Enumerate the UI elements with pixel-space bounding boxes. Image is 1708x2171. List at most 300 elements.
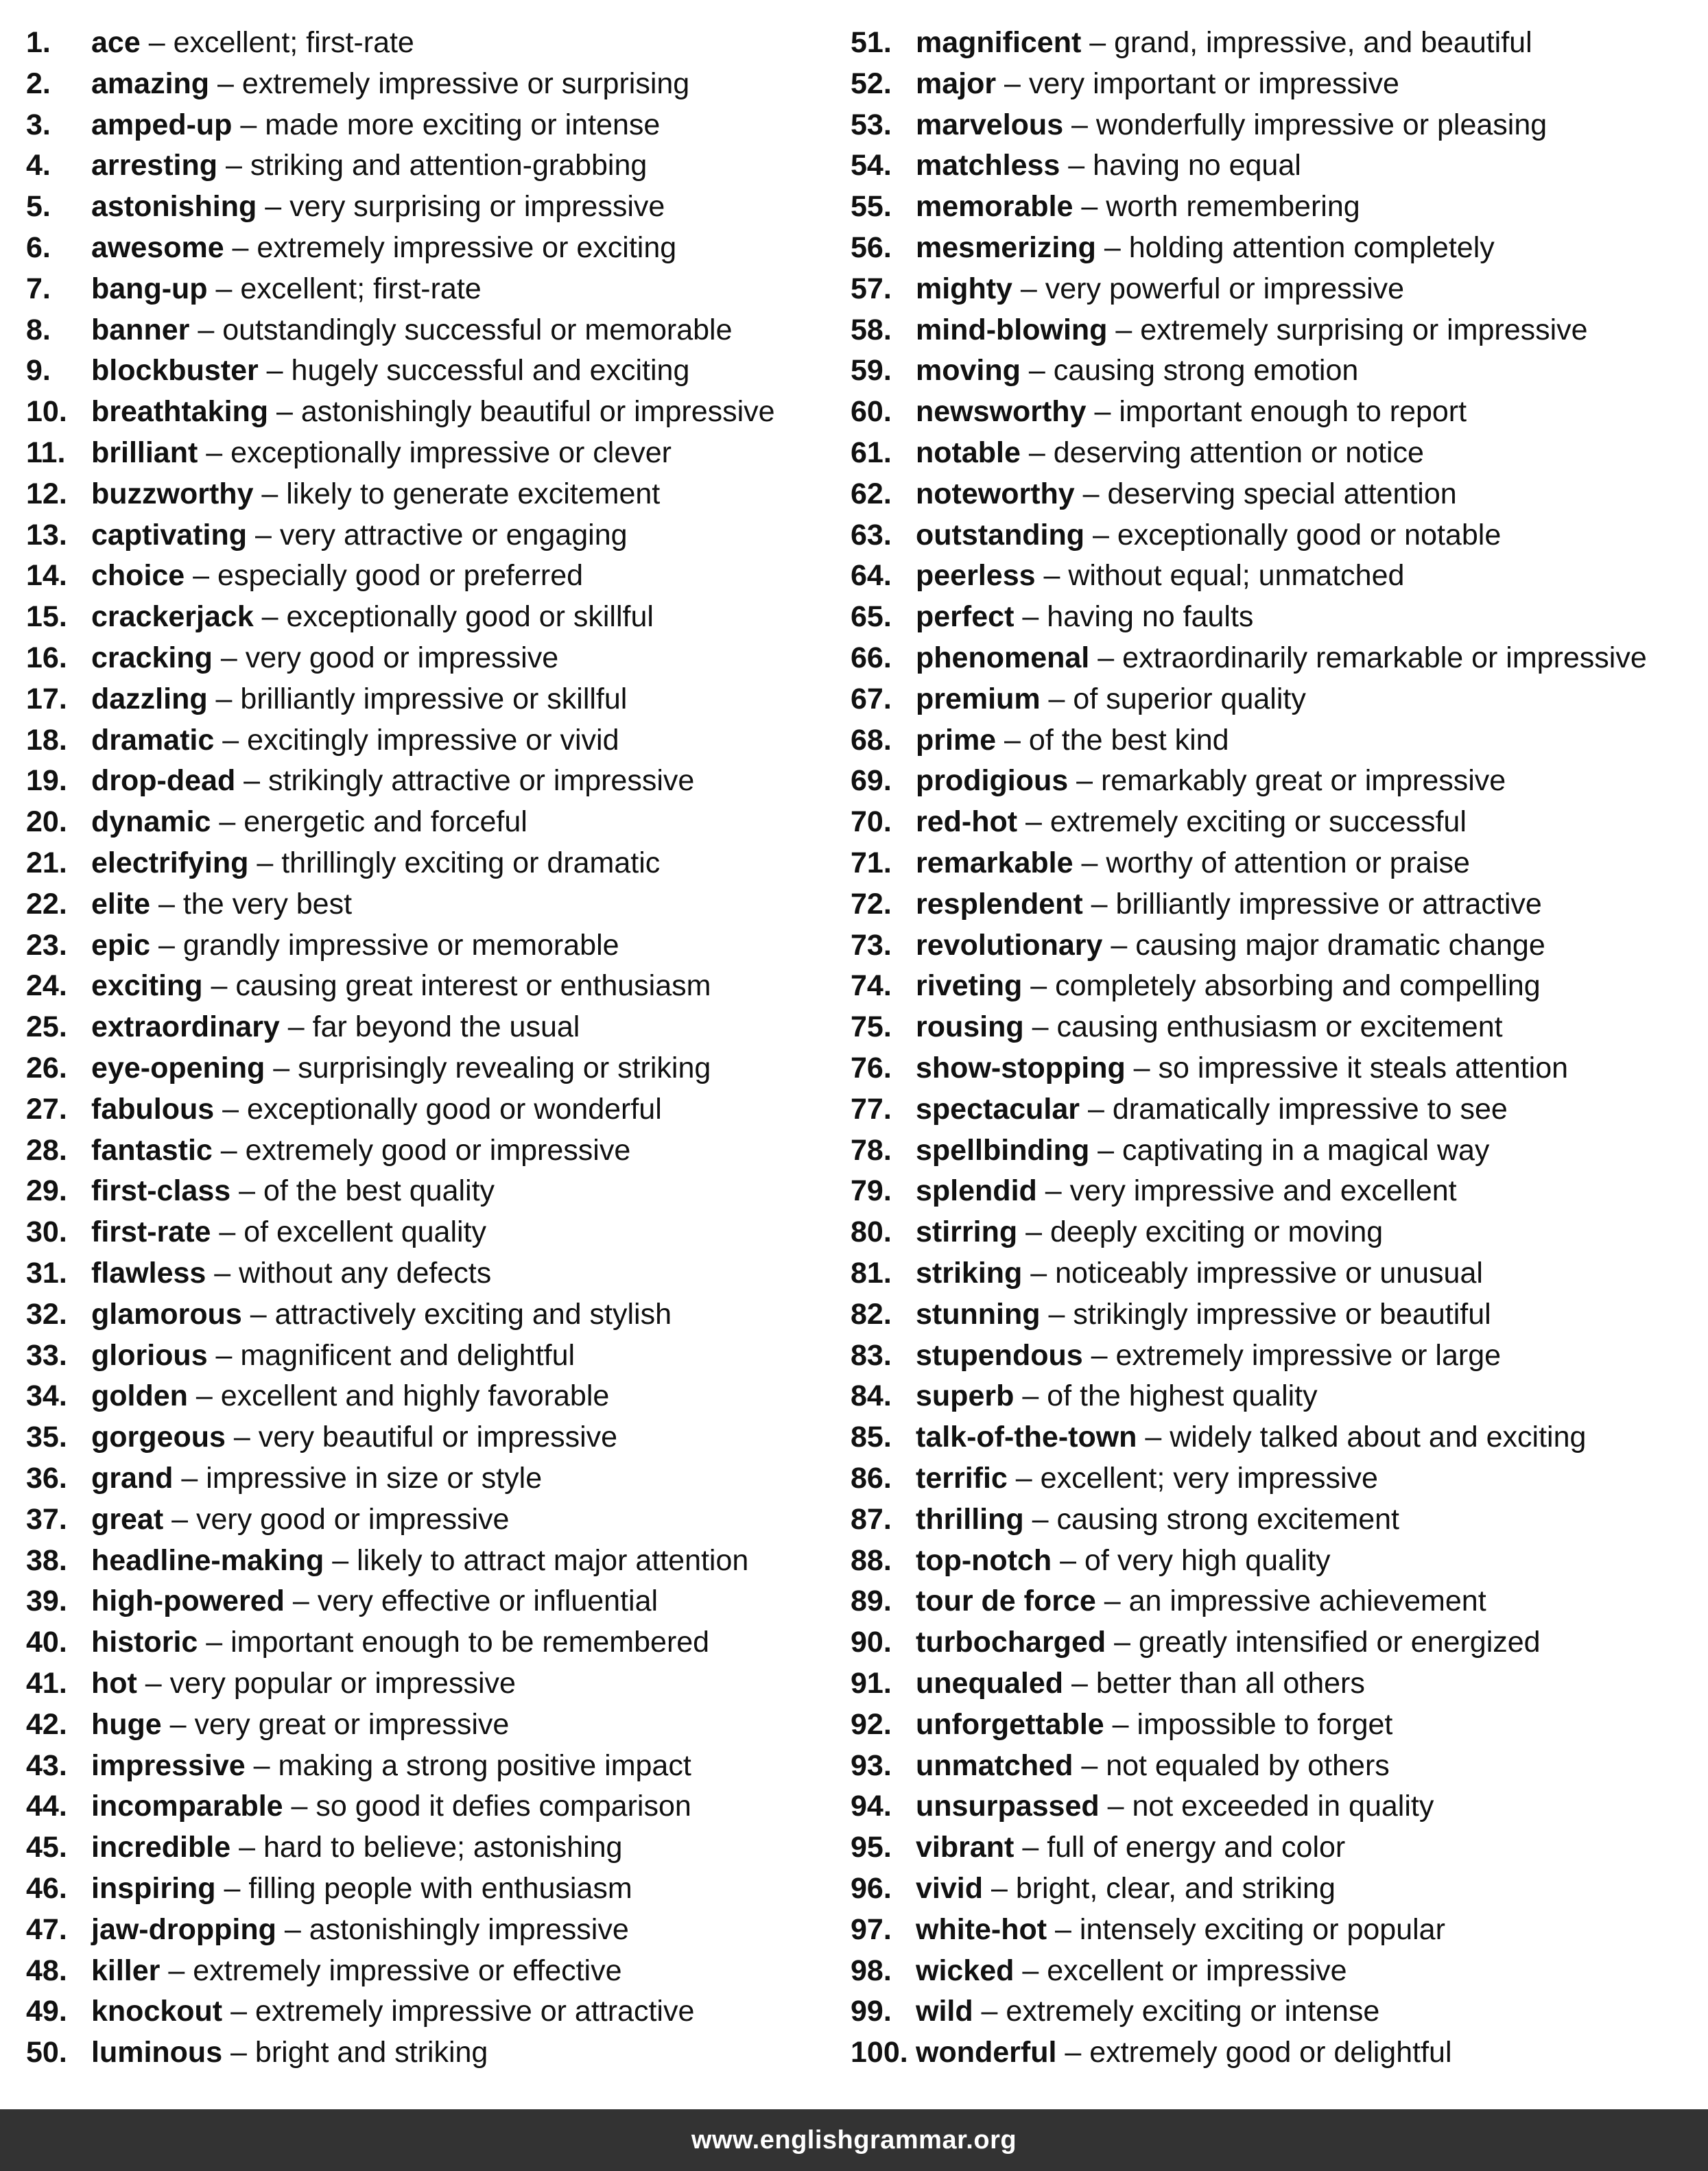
list-item [851,514,1501,556]
list-item [26,145,647,186]
item-definition: the very best [182,887,353,921]
list-item [26,2032,488,2073]
item-definition: exceptionally good or skillful [286,600,654,634]
item-number: 88. [851,1543,892,1577]
item-number: 1. [26,26,51,59]
item-number: 8. [26,313,51,346]
item-word: high-powered [91,1585,285,1618]
item-separator: – [1089,641,1123,674]
item-word: phenomenal [916,641,1090,674]
item-number: 74. [851,969,892,1003]
item-separator: – [150,887,183,921]
item-separator: – [202,969,236,1003]
item-separator: – [257,190,290,224]
item-word: amazing [91,67,210,100]
item-separator: – [276,1912,309,1946]
list-item [26,227,676,268]
item-definition: impossible to forget [1137,1707,1393,1741]
item-definition: impressive in size or style [206,1462,543,1495]
list-item [26,186,665,227]
item-word: luminous [91,2036,223,2069]
item-word: major [916,67,997,100]
item-definition: extremely exciting or successful [1049,805,1467,839]
item-number: 15. [26,600,67,634]
item-separator: – [247,518,280,551]
list-item [851,22,1532,63]
item-definition: likely to generate excitement [286,477,661,510]
item-separator: – [1063,1667,1096,1700]
item-separator: – [279,1010,313,1044]
item-word: amped-up [91,108,233,141]
list-item [851,1540,1331,1581]
item-number: 67. [851,682,892,715]
item-separator: – [230,1831,263,1864]
item-number: 99. [851,1995,892,2028]
item-separator: – [1022,969,1056,1003]
item-definition: of the best kind [1028,723,1229,757]
item-separator: – [1056,2036,1090,2069]
item-word: tour de force [916,1585,1096,1618]
item-definition: energetic and forceful [244,805,527,839]
item-separator: – [189,313,223,346]
item-separator: – [1047,1912,1080,1946]
item-separator: – [163,1502,196,1536]
item-number: 44. [26,1790,67,1823]
item-word: thrilling [916,1502,1024,1536]
item-definition: deeply exciting or moving [1049,1215,1384,1249]
item-number: 84. [851,1379,892,1413]
list-item [26,720,619,761]
item-separator: – [212,1133,246,1167]
list-item [26,1499,509,1540]
item-definition: especially good or preferred [217,559,584,593]
item-separator: – [1104,1707,1137,1741]
item-definition: magnificent and delightful [240,1338,576,1372]
item-number: 68. [851,723,892,757]
list-item [26,1827,622,1868]
item-definition: strikingly attractive or impressive [268,764,695,798]
item-number: 72. [851,887,892,921]
item-separator: – [1014,600,1047,634]
list-item [26,1950,622,1991]
item-word: banner [91,313,190,346]
item-definition: very good or impressive [195,1502,510,1536]
item-number: 91. [851,1667,892,1700]
item-number: 77. [851,1092,892,1126]
item-separator: – [235,764,269,798]
list-item [851,1622,1541,1663]
item-separator: – [268,395,301,429]
item-definition: of the best quality [263,1174,495,1208]
item-definition: brilliantly impressive or attractive [1115,887,1542,921]
list-item [26,1458,542,1499]
item-word: killer [91,1954,161,1987]
item-definition: of superior quality [1073,682,1306,715]
item-word: red-hot [916,805,1018,839]
list-item [26,1416,617,1458]
item-separator: – [225,1421,259,1454]
item-definition: very powerful or impressive [1045,272,1405,305]
item-word: bang-up [91,272,208,305]
item-word: ace [91,26,141,59]
item-word: dramatic [91,723,215,757]
item-word: noteworthy [916,477,1075,510]
list-item [851,2032,1452,2073]
list-item [26,678,627,720]
item-number: 61. [851,436,892,469]
item-word: arresting [91,149,218,182]
item-definition: very popular or impressive [169,1667,516,1700]
item-word: electrifying [91,846,249,879]
item-number: 39. [26,1585,67,1618]
list-item [26,1006,580,1047]
list-item [26,104,660,145]
item-number: 87. [851,1502,892,1536]
item-separator: – [248,846,282,879]
list-item [26,637,558,678]
list-item [26,1130,630,1171]
item-number: 12. [26,477,67,510]
item-word: crackerjack [91,600,254,634]
item-number: 62. [851,477,892,510]
item-separator: – [140,26,174,59]
item-separator: – [1081,26,1115,59]
item-definition: attractively exciting and stylish [274,1297,672,1331]
list-item [26,1704,509,1745]
item-word: dazzling [91,682,208,715]
item-word: show-stopping [916,1052,1126,1084]
item-number: 36. [26,1462,67,1495]
item-separator: – [207,1338,241,1372]
item-definition: not equaled by others [1106,1748,1390,1782]
list-item [851,309,1588,351]
item-number: 76. [851,1052,892,1084]
item-definition: causing great interest or enthusiasm [235,969,711,1003]
item-number: 20. [26,805,67,839]
list-item [26,555,583,596]
list-item [851,227,1495,268]
item-separator: – [1020,436,1054,469]
item-number: 50. [26,2036,67,2069]
item-word: unequaled [916,1667,1064,1700]
item-separator: – [1102,928,1136,962]
item-definition: of excellent quality [244,1215,487,1249]
list-item [26,1211,486,1253]
item-word: first-rate [91,1215,211,1249]
item-word: grand [91,1462,174,1495]
item-definition: deserving special attention [1107,477,1457,510]
list-item [851,63,1399,104]
item-number: 16. [26,641,67,674]
list-item [851,760,1506,801]
list-item [26,1089,662,1130]
item-separator: – [1063,108,1096,141]
list-item [26,1047,711,1089]
item-number: 59. [851,354,892,388]
item-number: 22. [26,887,67,921]
item-definition: striking and attention-grabbing [250,149,648,182]
item-word: gorgeous [91,1421,226,1454]
item-word: historic [91,1626,198,1659]
item-word: marvelous [916,108,1064,141]
item-separator: – [258,354,292,388]
item-definition: an impressive achievement [1128,1585,1486,1618]
item-separator: – [207,682,241,715]
item-number: 51. [851,26,892,59]
list-item [26,514,628,556]
item-number: 28. [26,1133,67,1167]
list-item [26,1991,694,2032]
list-item [851,1499,1399,1540]
list-item [851,1786,1434,1827]
item-number: 11. [26,436,66,469]
item-definition: bright, clear, and striking [1015,1872,1336,1905]
item-definition: excellent and highly favorable [220,1379,610,1413]
list-item [851,391,1467,432]
list-item [851,801,1467,842]
item-separator: – [253,600,287,634]
item-word: magnificent [916,26,1082,59]
item-word: headline-making [91,1543,324,1577]
item-word: great [91,1502,164,1536]
item-number: 63. [851,518,892,551]
item-number: 9. [26,354,51,388]
item-definition: deserving attention or notice [1053,436,1424,469]
item-separator: – [1023,1502,1057,1536]
item-word: stirring [916,1215,1018,1249]
item-word: cracking [91,641,213,674]
list-item [851,555,1404,596]
item-separator: – [150,928,183,962]
item-separator: – [1125,1052,1159,1084]
item-word: impressive [91,1748,246,1782]
item-definition: astonishingly impressive [309,1912,629,1946]
item-number: 64. [851,559,892,593]
list-item [851,1375,1318,1416]
item-separator: – [1107,313,1141,346]
item-number: 47. [26,1912,67,1946]
item-number: 85. [851,1421,892,1454]
item-number: 33. [26,1338,67,1372]
item-separator: – [185,559,218,593]
item-definition: remarkably great or impressive [1100,764,1506,798]
item-definition: grandly impressive or memorable [182,928,619,962]
item-separator: – [1073,846,1106,879]
item-separator: – [1017,1215,1050,1249]
item-definition: worth remembering [1106,190,1360,224]
item-word: astonishing [91,190,257,224]
item-separator: – [1095,1585,1129,1618]
item-definition: holding attention completely [1128,231,1495,264]
item-number: 65. [851,600,892,634]
item-number: 56. [851,231,892,264]
item-number: 35. [26,1421,67,1454]
item-word: terrific [916,1462,1008,1495]
list-item [851,186,1360,227]
item-number: 10. [26,395,67,429]
list-item [851,596,1253,637]
item-number: 34. [26,1379,67,1413]
item-word: splendid [916,1174,1037,1208]
item-word: mesmerizing [916,231,1096,264]
item-separator: – [207,272,241,305]
item-word: fantastic [91,1133,213,1167]
list-item [851,1006,1503,1047]
item-number: 89. [851,1585,892,1618]
item-number: 5. [26,190,51,224]
item-word: blockbuster [91,354,259,388]
list-item [851,1663,1365,1704]
item-separator: – [198,1626,231,1659]
item-word: elite [91,887,151,921]
item-separator: – [1106,1626,1139,1659]
item-separator: – [996,67,1029,100]
item-definition: extremely impressive or effective [193,1954,622,1987]
list-item [851,1868,1336,1909]
item-word: incomparable [91,1790,283,1823]
item-number: 42. [26,1707,67,1741]
item-separator: – [996,723,1029,757]
item-number: 2. [26,67,51,100]
item-word: first-class [91,1174,231,1208]
list-item [851,1130,1489,1171]
item-definition: thrillingly exciting or dramatic [281,846,661,879]
item-word: top-notch [916,1543,1052,1577]
item-number: 80. [851,1215,892,1249]
item-word: wonderful [916,2036,1057,2069]
item-word: vibrant [916,1831,1015,1864]
item-number: 81. [851,1257,892,1290]
item-number: 25. [26,1010,67,1044]
item-separator: – [1089,1133,1123,1167]
item-separator: – [214,723,248,757]
item-definition: causing strong excitement [1056,1502,1399,1536]
item-definition: causing enthusiasm or excitement [1056,1010,1503,1044]
item-definition: very attractive or engaging [279,518,628,551]
item-word: remarkable [916,846,1074,879]
item-definition: extremely good or impressive [245,1133,631,1167]
item-definition: bright and striking [254,2036,488,2069]
item-word: wicked [916,1954,1015,1987]
item-word: spellbinding [916,1133,1090,1167]
item-definition: extremely impressive or exciting [257,231,677,264]
item-word: revolutionary [916,928,1103,962]
item-separator: – [983,1872,1016,1905]
item-separator: – [222,2036,255,2069]
item-number: 73. [851,928,892,962]
item-separator: – [1052,1543,1085,1577]
list-item [851,1909,1445,1950]
item-word: prime [916,723,997,757]
item-separator: – [253,477,287,510]
item-separator: – [283,1790,316,1823]
item-word: perfect [916,600,1015,634]
item-definition: far beyond the usual [312,1010,580,1044]
item-definition: surprisingly revealing or striking [298,1052,711,1084]
item-separator: – [1074,477,1108,510]
item-separator: – [1014,1379,1047,1413]
item-separator: – [214,1092,247,1126]
list-item [851,1047,1568,1089]
item-number: 79. [851,1174,892,1208]
item-number: 14. [26,559,67,593]
item-definition: having no faults [1047,600,1254,634]
item-number: 60. [851,395,892,429]
item-word: brilliant [91,436,198,469]
item-separator: – [206,1257,239,1290]
item-word: premium [916,682,1041,715]
item-word: superb [916,1379,1015,1413]
item-number: 90. [851,1626,892,1659]
list-item [851,1170,1457,1211]
item-number: 19. [26,764,67,798]
item-number: 23. [26,928,67,962]
item-definition: made more exciting or intense [265,108,661,141]
list-item [26,1868,632,1909]
item-word: breathtaking [91,395,269,429]
list-item [26,596,654,637]
item-number: 75. [851,1010,892,1044]
item-word: incredible [91,1831,231,1864]
item-definition: extraordinarily remarkable or impressive [1122,641,1647,674]
list-item [851,1704,1392,1745]
item-word: wild [916,1995,973,2028]
item-definition: making a strong positive impact [278,1748,691,1782]
item-number: 83. [851,1338,892,1372]
list-item [851,842,1470,883]
item-definition: worthy of attention or praise [1106,846,1470,879]
item-separator: – [224,231,257,264]
list-item [26,473,660,514]
list-item [26,760,694,801]
footer-url: www.englishgrammar.org [691,2125,1017,2155]
item-word: spectacular [916,1092,1080,1126]
item-number: 31. [26,1257,67,1290]
list-item [26,1335,575,1376]
item-number: 43. [26,1748,67,1782]
item-word: riveting [916,969,1023,1003]
list-item [851,432,1424,473]
item-word: unmatched [916,1748,1074,1782]
item-number: 92. [851,1707,892,1741]
item-word: epic [91,928,151,962]
item-definition: likely to attract major attention [357,1543,749,1577]
item-separator: – [1036,1174,1070,1208]
item-definition: without any defects [239,1257,492,1290]
item-definition: dramatically impressive to see [1112,1092,1508,1126]
list-item [851,1745,1390,1786]
item-word: huge [91,1707,162,1741]
item-word: matchless [916,149,1060,182]
item-number: 46. [26,1872,67,1905]
item-number: 18. [26,723,67,757]
item-definition: very important or impressive [1028,67,1399,100]
item-separator: – [215,1872,249,1905]
item-separator: – [1022,1257,1056,1290]
item-number: 69. [851,764,892,798]
item-definition: outstandingly successful or memorable [222,313,733,346]
item-number: 13. [26,518,67,551]
item-separator: – [1012,272,1045,305]
item-word: peerless [916,559,1036,593]
item-number: 70. [851,805,892,839]
item-definition: noticeably impressive or unusual [1055,1257,1483,1290]
list-item [851,1991,1379,2032]
item-word: buzzworthy [91,477,254,510]
item-separator: – [187,1379,221,1413]
item-separator: – [1095,231,1129,264]
item-separator: – [1082,1338,1116,1372]
